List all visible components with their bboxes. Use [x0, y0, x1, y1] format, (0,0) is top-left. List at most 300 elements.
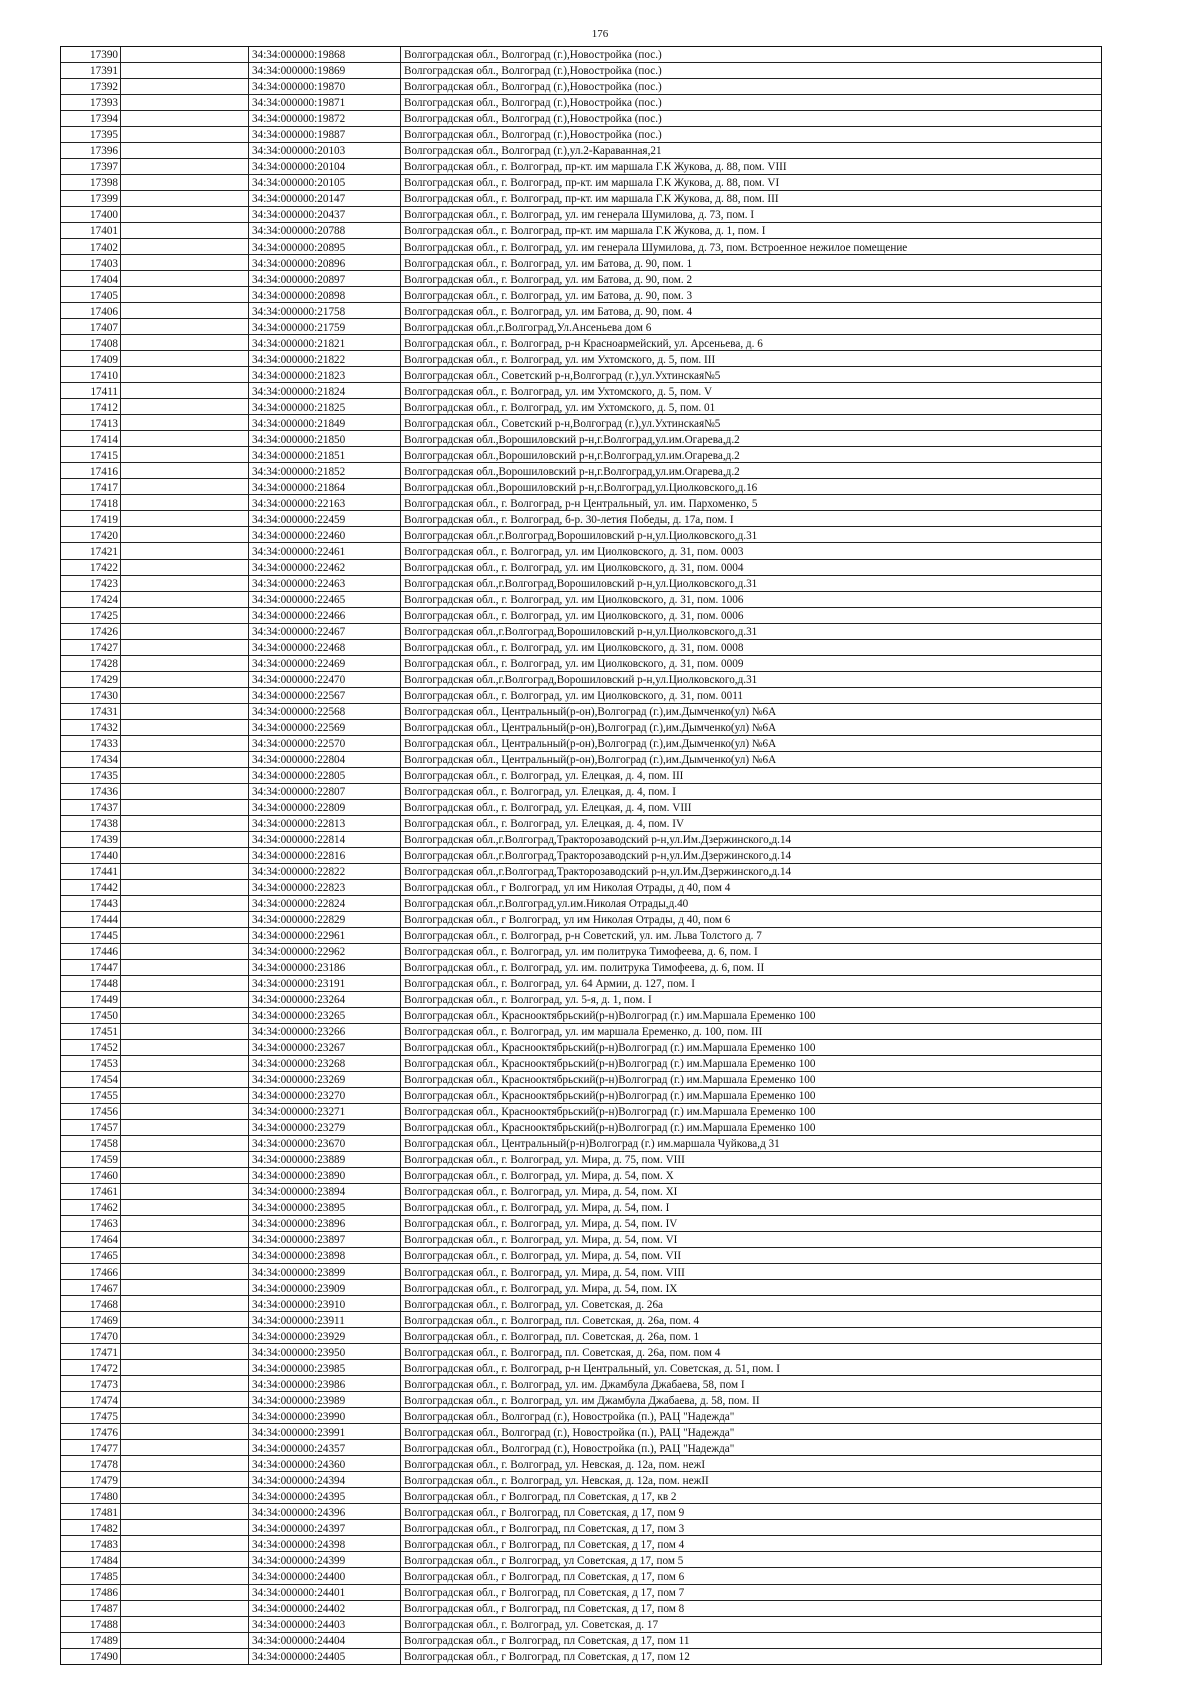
table-row — [61, 832, 1101, 848]
record-number: 17413 — [61, 415, 121, 430]
cadastral-number: 34:34:000000:23991 — [249, 1424, 401, 1439]
cadastral-number: 34:34:000000:20103 — [249, 143, 401, 158]
address: Волгоградская обл., г Волгоград, пл Советская, д 17, пом 9 — [404, 1506, 685, 1519]
table-row — [61, 928, 1101, 944]
empty-cell — [121, 383, 249, 398]
address: Волгоградская обл., г. Волгоград, ул. Елецкая, д. 4, пом. III — [404, 770, 684, 783]
cadastral-number: 34:34:000000:21851 — [249, 447, 401, 462]
cadastral-number: 34:34:000000:24397 — [249, 1520, 401, 1535]
empty-cell — [121, 896, 249, 911]
cadastral-number: 34:34:000000:23894 — [249, 1184, 401, 1199]
address: Волгоградская обл., г. Волгоград, ул. Елецкая, д. 4, пом. IV — [404, 818, 685, 831]
cadastral-number: 34:34:000000:22814 — [249, 832, 401, 847]
empty-cell — [121, 207, 249, 222]
address: Волгоградская обл., г. Волгоград, р-н Советский, ул. им. Льва Толстого д. 7 — [404, 930, 762, 943]
table-row — [61, 1280, 1101, 1296]
empty-cell — [121, 1440, 249, 1455]
cadastral-number: 34:34:000000:24395 — [249, 1488, 401, 1503]
cadastral-number: 34:34:000000:23279 — [249, 1120, 401, 1135]
cadastral-number: 34:34:000000:22467 — [249, 624, 401, 639]
record-number: 17422 — [61, 560, 121, 575]
empty-cell — [121, 1056, 249, 1071]
table-row — [61, 976, 1101, 992]
empty-cell — [121, 1360, 249, 1375]
table-row — [61, 527, 1101, 543]
table-row — [61, 816, 1101, 832]
cadastral-number: 34:34:000000:21759 — [249, 319, 401, 334]
empty-cell — [121, 1248, 249, 1263]
record-number: 17473 — [61, 1376, 121, 1391]
table-row — [61, 1456, 1101, 1472]
address: Волгоградская обл., Центральный(р-он),Волгоград (г.),им.Дымченко(ул) №6А — [404, 754, 777, 766]
address: Волгоградская обл., г. Волгоград, ул. им Батова, д. 90, пом. 4 — [404, 305, 693, 318]
empty-cell — [121, 1520, 249, 1535]
empty-cell — [121, 1568, 249, 1583]
empty-cell — [121, 1296, 249, 1311]
empty-cell — [121, 640, 249, 655]
address: Волгоградская обл.,Ворошиловский р-н,г.Волгоград,ул.им.Огарева,д.2 — [404, 465, 740, 478]
address: Волгоградская обл., г. Волгоград, пр-кт. им маршала Г.К Жукова, д. 88, пом. VIII — [404, 161, 787, 174]
address: Волгоградская обл.,г.Волгоград,Тракторозаводский р-н,ул.Им.Дзержинского,д.14 — [404, 866, 792, 879]
cadastral-number: 34:34:000000:23270 — [249, 1088, 401, 1103]
address: Волгоградская обл., Краснооктябрьский(р-н)Волгоград (г.) им.Маршала Еременко 100 — [404, 1042, 816, 1055]
record-number: 17390 — [61, 47, 121, 62]
record-number: 17475 — [61, 1408, 121, 1423]
address: Волгоградская обл., Волгоград (г.),Новостройка (пос.) — [404, 65, 662, 78]
address: Волгоградская обл., Краснооктябрьский(р-н)Волгоград (г.) им.Маршала Еременко 100 — [404, 1074, 816, 1087]
address: Волгоградская обл.,г.Волгоград,Тракторозаводский р-н,ул.Им.Дзержинского,д.14 — [404, 850, 792, 863]
table-row — [61, 592, 1101, 608]
cadastral-number: 34:34:000000:23985 — [249, 1360, 401, 1375]
address: Волгоградская обл., г Волгоград, пл Советская, д 17, кв 2 — [404, 1490, 677, 1503]
empty-cell — [121, 624, 249, 639]
empty-cell — [121, 95, 249, 110]
empty-cell — [121, 1024, 249, 1039]
record-number: 17415 — [61, 447, 121, 462]
cadastral-number: 34:34:000000:24396 — [249, 1504, 401, 1519]
empty-cell — [121, 1232, 249, 1247]
record-number: 17439 — [61, 832, 121, 847]
address: Волгоградская обл.,г.Волгоград,Ворошиловский р-н,ул.Циолковского,д.31 — [404, 673, 758, 686]
table-row — [61, 576, 1101, 592]
empty-cell — [121, 656, 249, 671]
record-number: 17485 — [61, 1568, 121, 1583]
empty-cell — [121, 223, 249, 238]
address: Волгоградская обл., г. Волгоград, ул. 5-я, д. 1, пом. I — [404, 994, 652, 1007]
record-number: 17397 — [61, 159, 121, 174]
table-row — [61, 1264, 1101, 1280]
cadastral-number: 34:34:000000:21822 — [249, 351, 401, 366]
cadastral-number: 34:34:000000:23929 — [249, 1328, 401, 1343]
table-row — [61, 1200, 1101, 1216]
table-row — [61, 1056, 1101, 1072]
table-row — [61, 1168, 1101, 1184]
empty-cell — [121, 1633, 249, 1648]
table-row — [61, 752, 1101, 768]
empty-cell — [121, 479, 249, 494]
empty-cell — [121, 447, 249, 462]
empty-cell — [121, 1504, 249, 1519]
table-row — [61, 608, 1101, 624]
address: Волгоградская обл., г. Волгоград, пл. Советская, д. 26а, пом. 1 — [404, 1330, 700, 1343]
cadastral-number: 34:34:000000:23989 — [249, 1392, 401, 1407]
cadastral-number: 34:34:000000:23911 — [249, 1312, 401, 1327]
empty-cell — [121, 1617, 249, 1632]
empty-cell — [121, 495, 249, 510]
record-number: 17444 — [61, 912, 121, 927]
cadastral-number: 34:34:000000:20788 — [249, 223, 401, 238]
cadastral-number: 34:34:000000:21758 — [249, 303, 401, 318]
table-row — [61, 335, 1101, 351]
cadastral-number: 34:34:000000:23191 — [249, 976, 401, 991]
cadastral-number: 34:34:000000:20897 — [249, 271, 401, 286]
empty-cell — [121, 1152, 249, 1167]
empty-cell — [121, 1488, 249, 1503]
cadastral-number: 34:34:000000:24399 — [249, 1552, 401, 1567]
table-row — [61, 1392, 1101, 1408]
table-row — [61, 864, 1101, 880]
address: Волгоградская обл., Волгоград (г.),Новостройка (пос.) — [404, 81, 662, 94]
record-number: 17489 — [61, 1633, 121, 1648]
record-number: 17421 — [61, 543, 121, 558]
record-number: 17459 — [61, 1152, 121, 1167]
record-number: 17432 — [61, 720, 121, 735]
address: Волгоградская обл., Краснооктябрьский(р-н)Волгоград (г.) им.Маршала Еременко 100 — [404, 1010, 816, 1023]
address: Волгоградская обл., Краснооктябрьский(р-н)Волгоград (г.) им.Маршала Еременко 100 — [404, 1058, 816, 1071]
cadastral-number: 34:34:000000:20895 — [249, 239, 401, 254]
table-row — [61, 223, 1101, 239]
cadastral-number: 34:34:000000:22461 — [249, 543, 401, 558]
table-row — [61, 944, 1101, 960]
empty-cell — [121, 848, 249, 863]
address: Волгоградская обл., г. Волгоград, ул. Мира, д. 54, пом. VII — [404, 1250, 682, 1263]
table-row — [61, 511, 1101, 527]
record-number: 17477 — [61, 1440, 121, 1455]
address: Волгоградская обл., г. Волгоград, пл. Советская, д. 26а, пом. пом 4 — [404, 1346, 721, 1359]
empty-cell — [121, 1392, 249, 1407]
table-row — [61, 1360, 1101, 1376]
table-row — [61, 1040, 1101, 1056]
table-row — [61, 319, 1101, 335]
cadastral-number: 34:34:000000:23898 — [249, 1248, 401, 1263]
address: Волгоградская обл., г. Волгоград, ул. Мира, д. 54, пом. I — [404, 1202, 670, 1215]
cadastral-number: 34:34:000000:23909 — [249, 1280, 401, 1295]
address: Волгоградская обл., г. Волгоград, ул. им маршала Еременко, д. 100, пом. III — [404, 1026, 763, 1039]
address: Волгоградская обл., г. Волгоград, ул. Мира, д. 75, пом. VIII — [404, 1154, 685, 1167]
empty-cell — [121, 752, 249, 767]
address: Волгоградская обл., г. Волгоград, пр-кт. им маршала Г.К Жукова, д. 88, пом. VI — [404, 177, 780, 190]
empty-cell — [121, 720, 249, 735]
table-row — [61, 992, 1101, 1008]
cadastral-number: 34:34:000000:23910 — [249, 1296, 401, 1311]
address: Волгоградская обл., Центральный(р-он),Волгоград (г.),им.Дымченко(ул) №6А — [404, 721, 777, 734]
cadastral-number: 34:34:000000:22822 — [249, 864, 401, 879]
address: Волгоградская обл., г. Волгоград, ул. им. Джамбула Джабаева, 58, пом I — [404, 1378, 745, 1391]
cadastral-number: 34:34:000000:20104 — [249, 159, 401, 174]
record-number: 17478 — [61, 1456, 121, 1471]
empty-cell — [121, 463, 249, 478]
cadastral-number: 34:34:000000:24400 — [249, 1568, 401, 1583]
table-row — [61, 704, 1101, 720]
record-number: 17427 — [61, 640, 121, 655]
cadastral-number: 34:34:000000:22805 — [249, 768, 401, 783]
empty-cell — [121, 511, 249, 526]
table-row — [61, 1232, 1101, 1248]
table-row — [61, 383, 1101, 399]
address: Волгоградская обл.,г.Волгоград,ул.им.Николая Отрады,д.40 — [404, 898, 689, 911]
table-row — [61, 784, 1101, 800]
cadastral-number: 34:34:000000:22961 — [249, 928, 401, 943]
cadastral-number: 34:34:000000:24405 — [249, 1649, 401, 1664]
record-number: 17457 — [61, 1120, 121, 1135]
address: Волгоградская обл., Краснооктябрьский(р-н)Волгоград (г.) им.Маршала Еременко 100 — [404, 1106, 816, 1119]
empty-cell — [121, 159, 249, 174]
empty-cell — [121, 960, 249, 975]
cadastral-number: 34:34:000000:20437 — [249, 207, 401, 222]
empty-cell — [121, 175, 249, 190]
record-number: 17391 — [61, 63, 121, 78]
address: Волгоградская обл., г. Волгоград, ул. им Циолковского, д. 31, пом. 0011 — [404, 689, 744, 702]
table-row — [61, 303, 1101, 319]
record-number: 17434 — [61, 752, 121, 767]
empty-cell — [121, 543, 249, 558]
table-row — [61, 1120, 1101, 1136]
table-row — [61, 543, 1101, 559]
cadastral-number: 34:34:000000:23890 — [249, 1168, 401, 1183]
cadastral-number: 34:34:000000:23950 — [249, 1344, 401, 1359]
record-number: 17451 — [61, 1024, 121, 1039]
cadastral-number: 34:34:000000:21864 — [249, 479, 401, 494]
cadastral-number: 34:34:000000:24394 — [249, 1472, 401, 1487]
record-number: 17416 — [61, 463, 121, 478]
address: Волгоградская обл., Волгоград (г.),Новостройка (пос.) — [404, 49, 662, 62]
address: Волгоградская обл., г. Волгоград, ул. им Батова, д. 90, пом. 1 — [404, 257, 693, 270]
empty-cell — [121, 111, 249, 126]
address: Волгоградская обл.,г.Волгоград,Ворошиловский р-н,ул.Циолковского,д.31 — [404, 625, 758, 638]
record-number: 17470 — [61, 1328, 121, 1343]
record-number: 17392 — [61, 79, 121, 94]
record-number: 17426 — [61, 624, 121, 639]
record-number: 17480 — [61, 1488, 121, 1503]
cadastral-number: 34:34:000000:23670 — [249, 1136, 401, 1151]
empty-cell — [121, 608, 249, 623]
address: Волгоградская обл., г. Волгоград, ул. им Ухтомского, д. 5, пом. III — [404, 353, 716, 366]
table-row — [61, 960, 1101, 976]
empty-cell — [121, 800, 249, 815]
table-row — [61, 1216, 1101, 1232]
empty-cell — [121, 1472, 249, 1487]
record-number: 17466 — [61, 1264, 121, 1279]
cadastral-number: 34:34:000000:22465 — [249, 592, 401, 607]
record-number: 17448 — [61, 976, 121, 991]
address: Волгоградская обл.,Ворошиловский р-н,г.Волгоград,ул.им.Огарева,д.2 — [404, 449, 740, 462]
page-number: 176 — [591, 28, 609, 40]
table-row — [61, 1520, 1101, 1536]
address: Волгоградская обл., Советский р-н,Волгоград (г.),ул.Ухтинская№5 — [404, 417, 721, 430]
cadastral-number: 34:34:000000:22824 — [249, 896, 401, 911]
cadastral-number: 34:34:000000:23897 — [249, 1232, 401, 1247]
table-row — [61, 95, 1101, 111]
cadastral-number: 34:34:000000:21852 — [249, 463, 401, 478]
cadastral-number: 34:34:000000:22466 — [249, 608, 401, 623]
address: Волгоградская обл., г. Волгоград, р-н Красноармейский, ул. Арсеньева, д. 6 — [404, 337, 763, 350]
empty-cell — [121, 143, 249, 158]
table-row — [61, 1408, 1101, 1424]
record-number: 17419 — [61, 511, 121, 526]
record-number: 17482 — [61, 1520, 121, 1535]
record-number: 17453 — [61, 1056, 121, 1071]
table-row — [61, 656, 1101, 672]
empty-cell — [121, 527, 249, 542]
record-number: 17418 — [61, 495, 121, 510]
cadastral-number: 34:34:000000:24401 — [249, 1585, 401, 1600]
address: Волгоградская обл., г. Волгоград, ул. им политрука Тимофеева, д. 6, пом. I — [404, 946, 758, 959]
table-row — [61, 1328, 1101, 1344]
record-number: 17435 — [61, 768, 121, 783]
cadastral-number: 34:34:000000:19869 — [249, 63, 401, 78]
cadastral-number: 34:34:000000:23896 — [249, 1216, 401, 1231]
record-number: 17488 — [61, 1617, 121, 1632]
record-number: 17441 — [61, 864, 121, 879]
empty-cell — [121, 992, 249, 1007]
empty-cell — [121, 928, 249, 943]
table-row — [61, 1104, 1101, 1120]
record-number: 17443 — [61, 896, 121, 911]
table-row — [61, 848, 1101, 864]
empty-cell — [121, 784, 249, 799]
record-number: 17490 — [61, 1649, 121, 1664]
empty-cell — [121, 127, 249, 142]
record-number: 17445 — [61, 928, 121, 943]
record-number: 17410 — [61, 367, 121, 382]
empty-cell — [121, 1088, 249, 1103]
address: Волгоградская обл., г Волгоград, ул им Николая Отрады, д 40, пом 4 — [404, 882, 731, 895]
record-number: 17479 — [61, 1472, 121, 1487]
empty-cell — [121, 255, 249, 270]
address: Волгоградская обл., г. Волгоград, ул. Мира, д. 54, пом. VI — [404, 1234, 678, 1247]
record-number: 17420 — [61, 527, 121, 542]
cadastral-number: 34:34:000000:23990 — [249, 1408, 401, 1423]
address: Волгоградская обл., Волгоград (г.), Новостройка (п.), РАЦ "Надежда" — [404, 1442, 735, 1455]
address: Волгоградская обл., г. Волгоград, ул. им Циолковского, д. 31, пом. 0004 — [404, 561, 744, 574]
address: Волгоградская обл., г Волгоград, пл Советская, д 17, пом 12 — [404, 1650, 690, 1663]
table-row — [61, 1376, 1101, 1392]
cadastral-number: 34:34:000000:22459 — [249, 511, 401, 526]
record-number: 17484 — [61, 1552, 121, 1567]
address: Волгоградская обл., г. Волгоград, ул. Елецкая, д. 4, пом. I — [404, 786, 676, 799]
empty-cell — [121, 944, 249, 959]
cadastral-number: 34:34:000000:21821 — [249, 335, 401, 350]
cadastral-number: 34:34:000000:23889 — [249, 1152, 401, 1167]
empty-cell — [121, 672, 249, 687]
record-number: 17456 — [61, 1104, 121, 1119]
record-number: 17417 — [61, 479, 121, 494]
address: Волгоградская обл., г. Волгоград, ул. Мира, д. 54, пом. IX — [404, 1282, 678, 1295]
table-row — [61, 1585, 1101, 1601]
record-number: 17428 — [61, 656, 121, 671]
record-number: 17438 — [61, 816, 121, 831]
empty-cell — [121, 688, 249, 703]
record-number: 17437 — [61, 800, 121, 815]
address: Волгоградская обл., г. Волгоград, ул. им генерала Шумилова, д. 73, пом. I — [404, 209, 755, 222]
address: Волгоградская обл., г. Волгоград, ул. им Джамбула Джабаева, д. 58, пом. II — [404, 1394, 760, 1407]
table-row — [61, 1601, 1101, 1617]
record-number: 17398 — [61, 175, 121, 190]
empty-cell — [121, 287, 249, 302]
table-row — [61, 1184, 1101, 1200]
record-number: 17455 — [61, 1088, 121, 1103]
record-number: 17467 — [61, 1280, 121, 1295]
table-row — [61, 63, 1101, 79]
address: Волгоградская обл.,Ворошиловский р-н,г.Волгоград,ул.им.Огарева,д.2 — [404, 433, 740, 446]
table-row — [61, 1488, 1101, 1504]
table-row — [61, 159, 1101, 175]
address: Волгоградская обл., г. Волгоград, ул. им Ухтомского, д. 5, пом. V — [404, 385, 713, 398]
empty-cell — [121, 768, 249, 783]
address: Волгоградская обл.,Ворошиловский р-н,г.Волгоград,ул.Циолковского,д.16 — [404, 481, 758, 494]
empty-cell — [121, 415, 249, 430]
empty-cell — [121, 1136, 249, 1151]
address: Волгоградская обл., г. Волгоград, ул. им. политрука Тимофеева, д. 6, пом. II — [404, 962, 765, 975]
address: Волгоградская обл., Краснооктябрьский(р-н)Волгоград (г.) им.Маршала Еременко 100 — [404, 1122, 816, 1135]
record-number: 17440 — [61, 848, 121, 863]
table-row — [61, 1649, 1101, 1664]
cadastral-number: 34:34:000000:20898 — [249, 287, 401, 302]
record-number: 17407 — [61, 319, 121, 334]
record-number: 17431 — [61, 704, 121, 719]
empty-cell — [121, 335, 249, 350]
table-row — [61, 896, 1101, 912]
address: Волгоградская обл., г. Волгоград, ул. им Циолковского, д. 31, пом. 0009 — [404, 657, 744, 670]
cadastral-number: 34:34:000000:21850 — [249, 431, 401, 446]
address: Волгоградская обл., г. Волгоград, ул. им Ухтомского, д. 5, пом. 01 — [404, 401, 716, 414]
empty-cell — [121, 1184, 249, 1199]
cadastral-number: 34:34:000000:23265 — [249, 1008, 401, 1023]
address: Волгоградская обл., Волгоград (г.), Новостройка (п.), РАЦ "Надежда" — [404, 1410, 735, 1423]
table-row — [61, 79, 1101, 95]
table-row — [61, 111, 1101, 127]
empty-cell — [121, 1216, 249, 1231]
cadastral-number: 34:34:000000:21824 — [249, 383, 401, 398]
empty-cell — [121, 1536, 249, 1551]
cadastral-number: 34:34:000000:20105 — [249, 175, 401, 190]
record-number: 17481 — [61, 1504, 121, 1519]
address: Волгоградская обл., г. Волгоград, пр-кт. им маршала Г.К Жукова, д. 1, пом. I — [404, 225, 766, 238]
address: Волгоградская обл., Центральный(р-он),Волгоград (г.),им.Дымченко(ул) №6А — [404, 705, 777, 718]
empty-cell — [121, 1601, 249, 1616]
empty-cell — [121, 1456, 249, 1471]
record-number: 17446 — [61, 944, 121, 959]
record-number: 17464 — [61, 1232, 121, 1247]
empty-cell — [121, 1040, 249, 1055]
cadastral-number: 34:34:000000:19871 — [249, 95, 401, 110]
record-number: 17450 — [61, 1008, 121, 1023]
table-row — [61, 880, 1101, 896]
table-row — [61, 1152, 1101, 1168]
cadastral-number: 34:34:000000:22567 — [249, 688, 401, 703]
empty-cell — [121, 704, 249, 719]
record-number: 17393 — [61, 95, 121, 110]
cadastral-number: 34:34:000000:23899 — [249, 1264, 401, 1279]
cadastral-number: 34:34:000000:23268 — [249, 1056, 401, 1071]
address: Волгоградская обл., г. Волгоград, ул. Мира, д. 54, пом. XI — [404, 1186, 678, 1199]
table-row — [61, 271, 1101, 287]
table-row — [61, 1088, 1101, 1104]
empty-cell — [121, 1008, 249, 1023]
cadastral-number: 34:34:000000:22460 — [249, 527, 401, 542]
empty-cell — [121, 1264, 249, 1279]
record-number: 17423 — [61, 576, 121, 591]
